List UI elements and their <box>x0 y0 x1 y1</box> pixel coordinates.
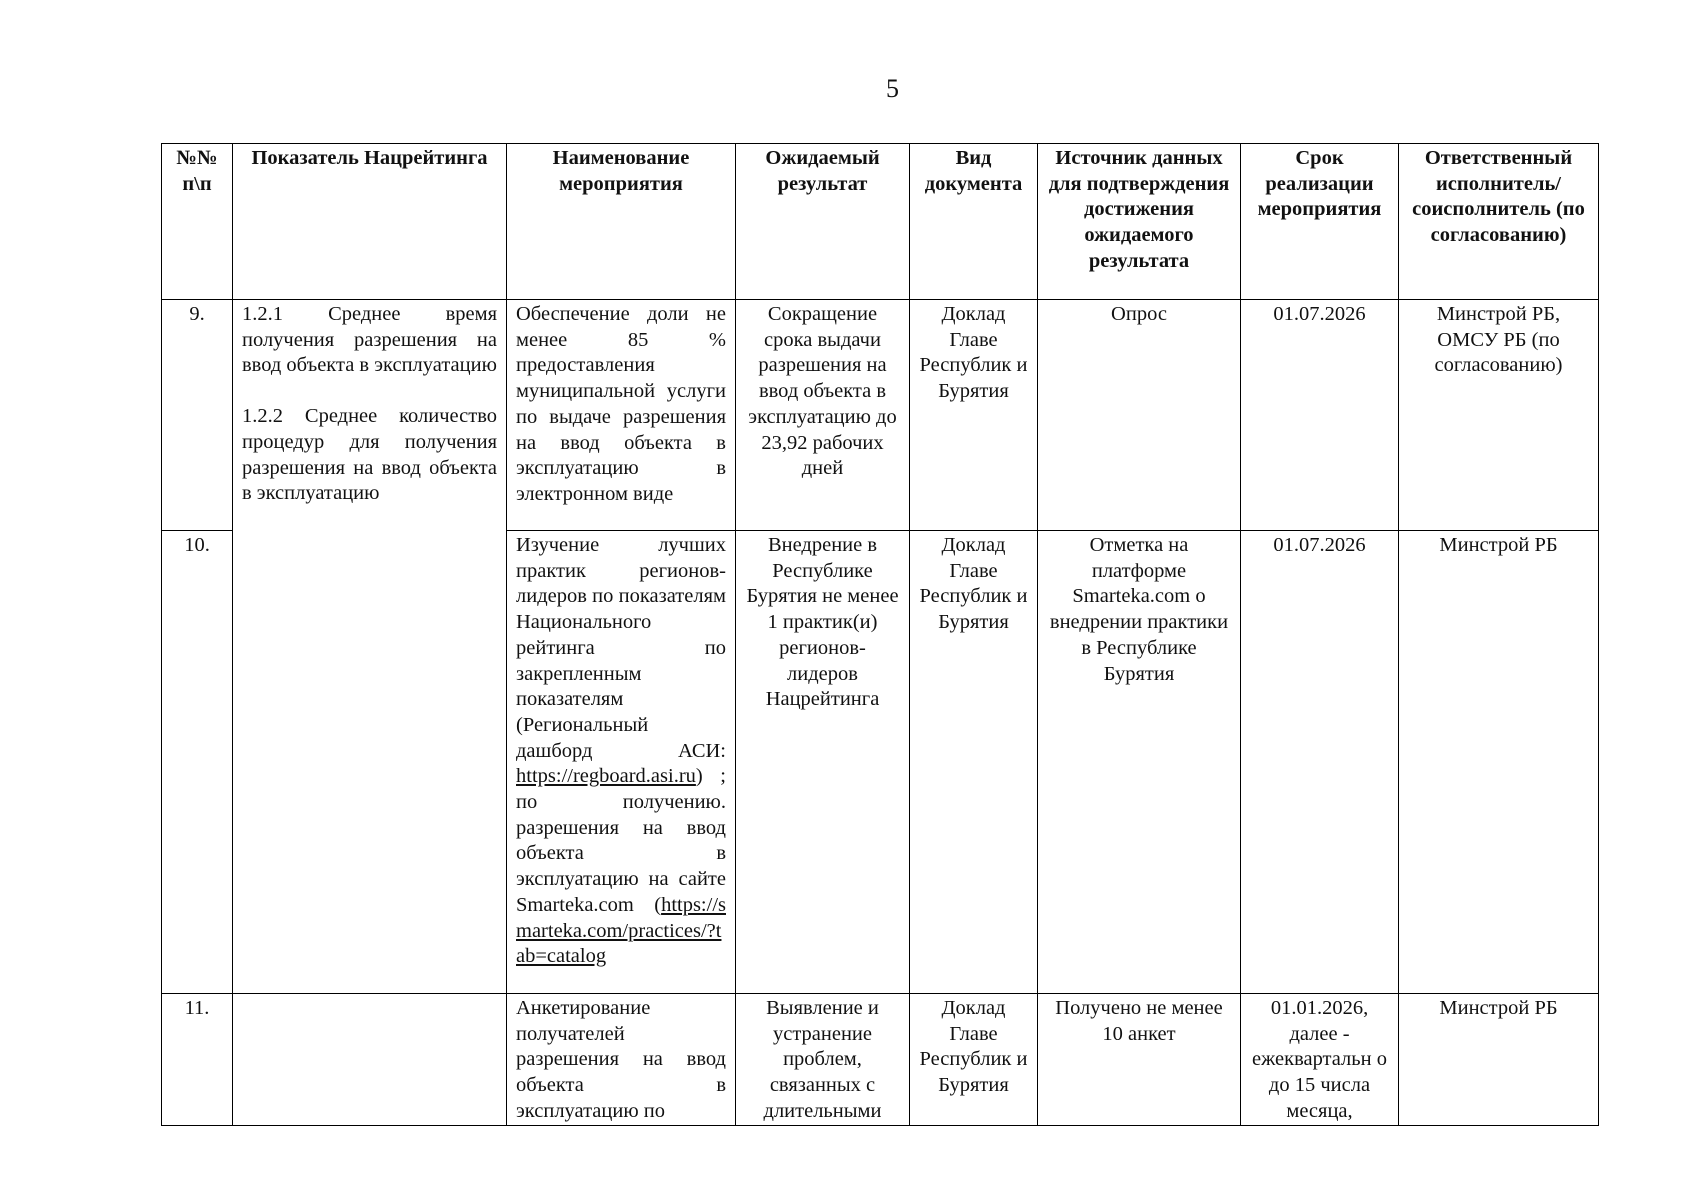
event-text: Изучение лучших практик регионов-лидеров по показателям Национального рейтинга по закрепленным показателям (Региональный дашборд АСИ: <box>516 534 726 762</box>
row-number: 11. <box>162 994 233 1126</box>
responsible-cell: Минстрой РБ <box>1399 531 1599 994</box>
event-cell: Анкетирование получателей разрешения на ввод объекта в эксплуатацию по <box>507 994 736 1126</box>
header-doc-type: Вид документа <box>910 144 1038 300</box>
page-number: 5 <box>886 74 899 103</box>
regboard-link[interactable]: https://regboard.asi.ru <box>516 765 696 788</box>
table-row <box>162 994 1599 1126</box>
responsible-cell: Минстрой РБ, ОМСУ РБ (по согласованию) <box>1399 300 1599 531</box>
result-cell: Сокращение срока выдачи разрешения на ввод объекта в эксплуатацию до 23,92 рабочих дней <box>736 300 910 531</box>
indicator-text: 1.2.2 Среднее количество процедур для получения разрешения на ввод объекта в эксплуатацию <box>242 405 497 505</box>
result-cell: Выявление и устранение проблем, связанных с длительными <box>736 994 910 1126</box>
indicator-cell <box>233 994 507 1126</box>
header-indicator: Показатель Нацрейтинга <box>233 144 507 300</box>
table-row <box>162 300 1599 531</box>
row-number: 9. <box>162 300 233 531</box>
table-header-row <box>162 144 1599 300</box>
indicator-text: 1.2.1 Среднее время получения разрешения на ввод объекта в эксплуатацию <box>242 303 497 377</box>
header-responsible: Ответственный исполнитель/ соисполнитель (по согласованию) <box>1399 144 1599 300</box>
doc-type-cell: Доклад Главе Республик и Бурятия <box>910 994 1038 1126</box>
deadline-cell: 01.07.2026 <box>1241 531 1399 994</box>
deadline-cell: 01.07.2026 <box>1241 300 1399 531</box>
responsible-cell: Минстрой РБ <box>1399 994 1599 1126</box>
activity-plan-table <box>161 143 1599 1126</box>
header-deadline: Срок реализации мероприятия <box>1241 144 1399 300</box>
header-source: Источник данных для подтверждения достижения ожидаемого результата <box>1038 144 1241 300</box>
event-text: ) <box>695 765 703 788</box>
source-cell: Получено не менее 10 анкет <box>1038 994 1241 1126</box>
event-cell: Обеспечение доли не менее 85 % предоставления муниципальной услуги по выдаче разрешения на ввод объекта в эксплуатацию в электронном виде <box>507 300 736 531</box>
event-cell <box>507 531 736 994</box>
doc-type-cell: Доклад Главе Республик и Бурятия <box>910 300 1038 531</box>
header-num: №№ п\п <box>162 144 233 300</box>
result-cell: Внедрение в Республике Бурятия не менее 1 практик(и) регионов-лидеров Нацрейтинга <box>736 531 910 994</box>
doc-type-cell: Доклад Главе Республик и Бурятия <box>910 531 1038 994</box>
indicator-cell <box>233 300 507 994</box>
source-cell: Отметка на платформе Smarteka.com о внедрении практики в Республике Бурятия <box>1038 531 1241 994</box>
row-number: 10. <box>162 531 233 994</box>
event-text: ; по получению. разрешения на ввод объекта в эксплуатацию на сайте Smarteka.com ( <box>516 765 726 916</box>
deadline-cell: 01.01.2026, далее - ежеквартальн о до 15 числа месяца, <box>1241 994 1399 1126</box>
source-cell: Опрос <box>1038 300 1241 531</box>
smarteka-link[interactable]: https://smarteka.com/practices/?tab=catalog <box>516 893 726 968</box>
header-event: Наименование мероприятия <box>507 144 736 300</box>
header-result: Ожидаемый результат <box>736 144 910 300</box>
